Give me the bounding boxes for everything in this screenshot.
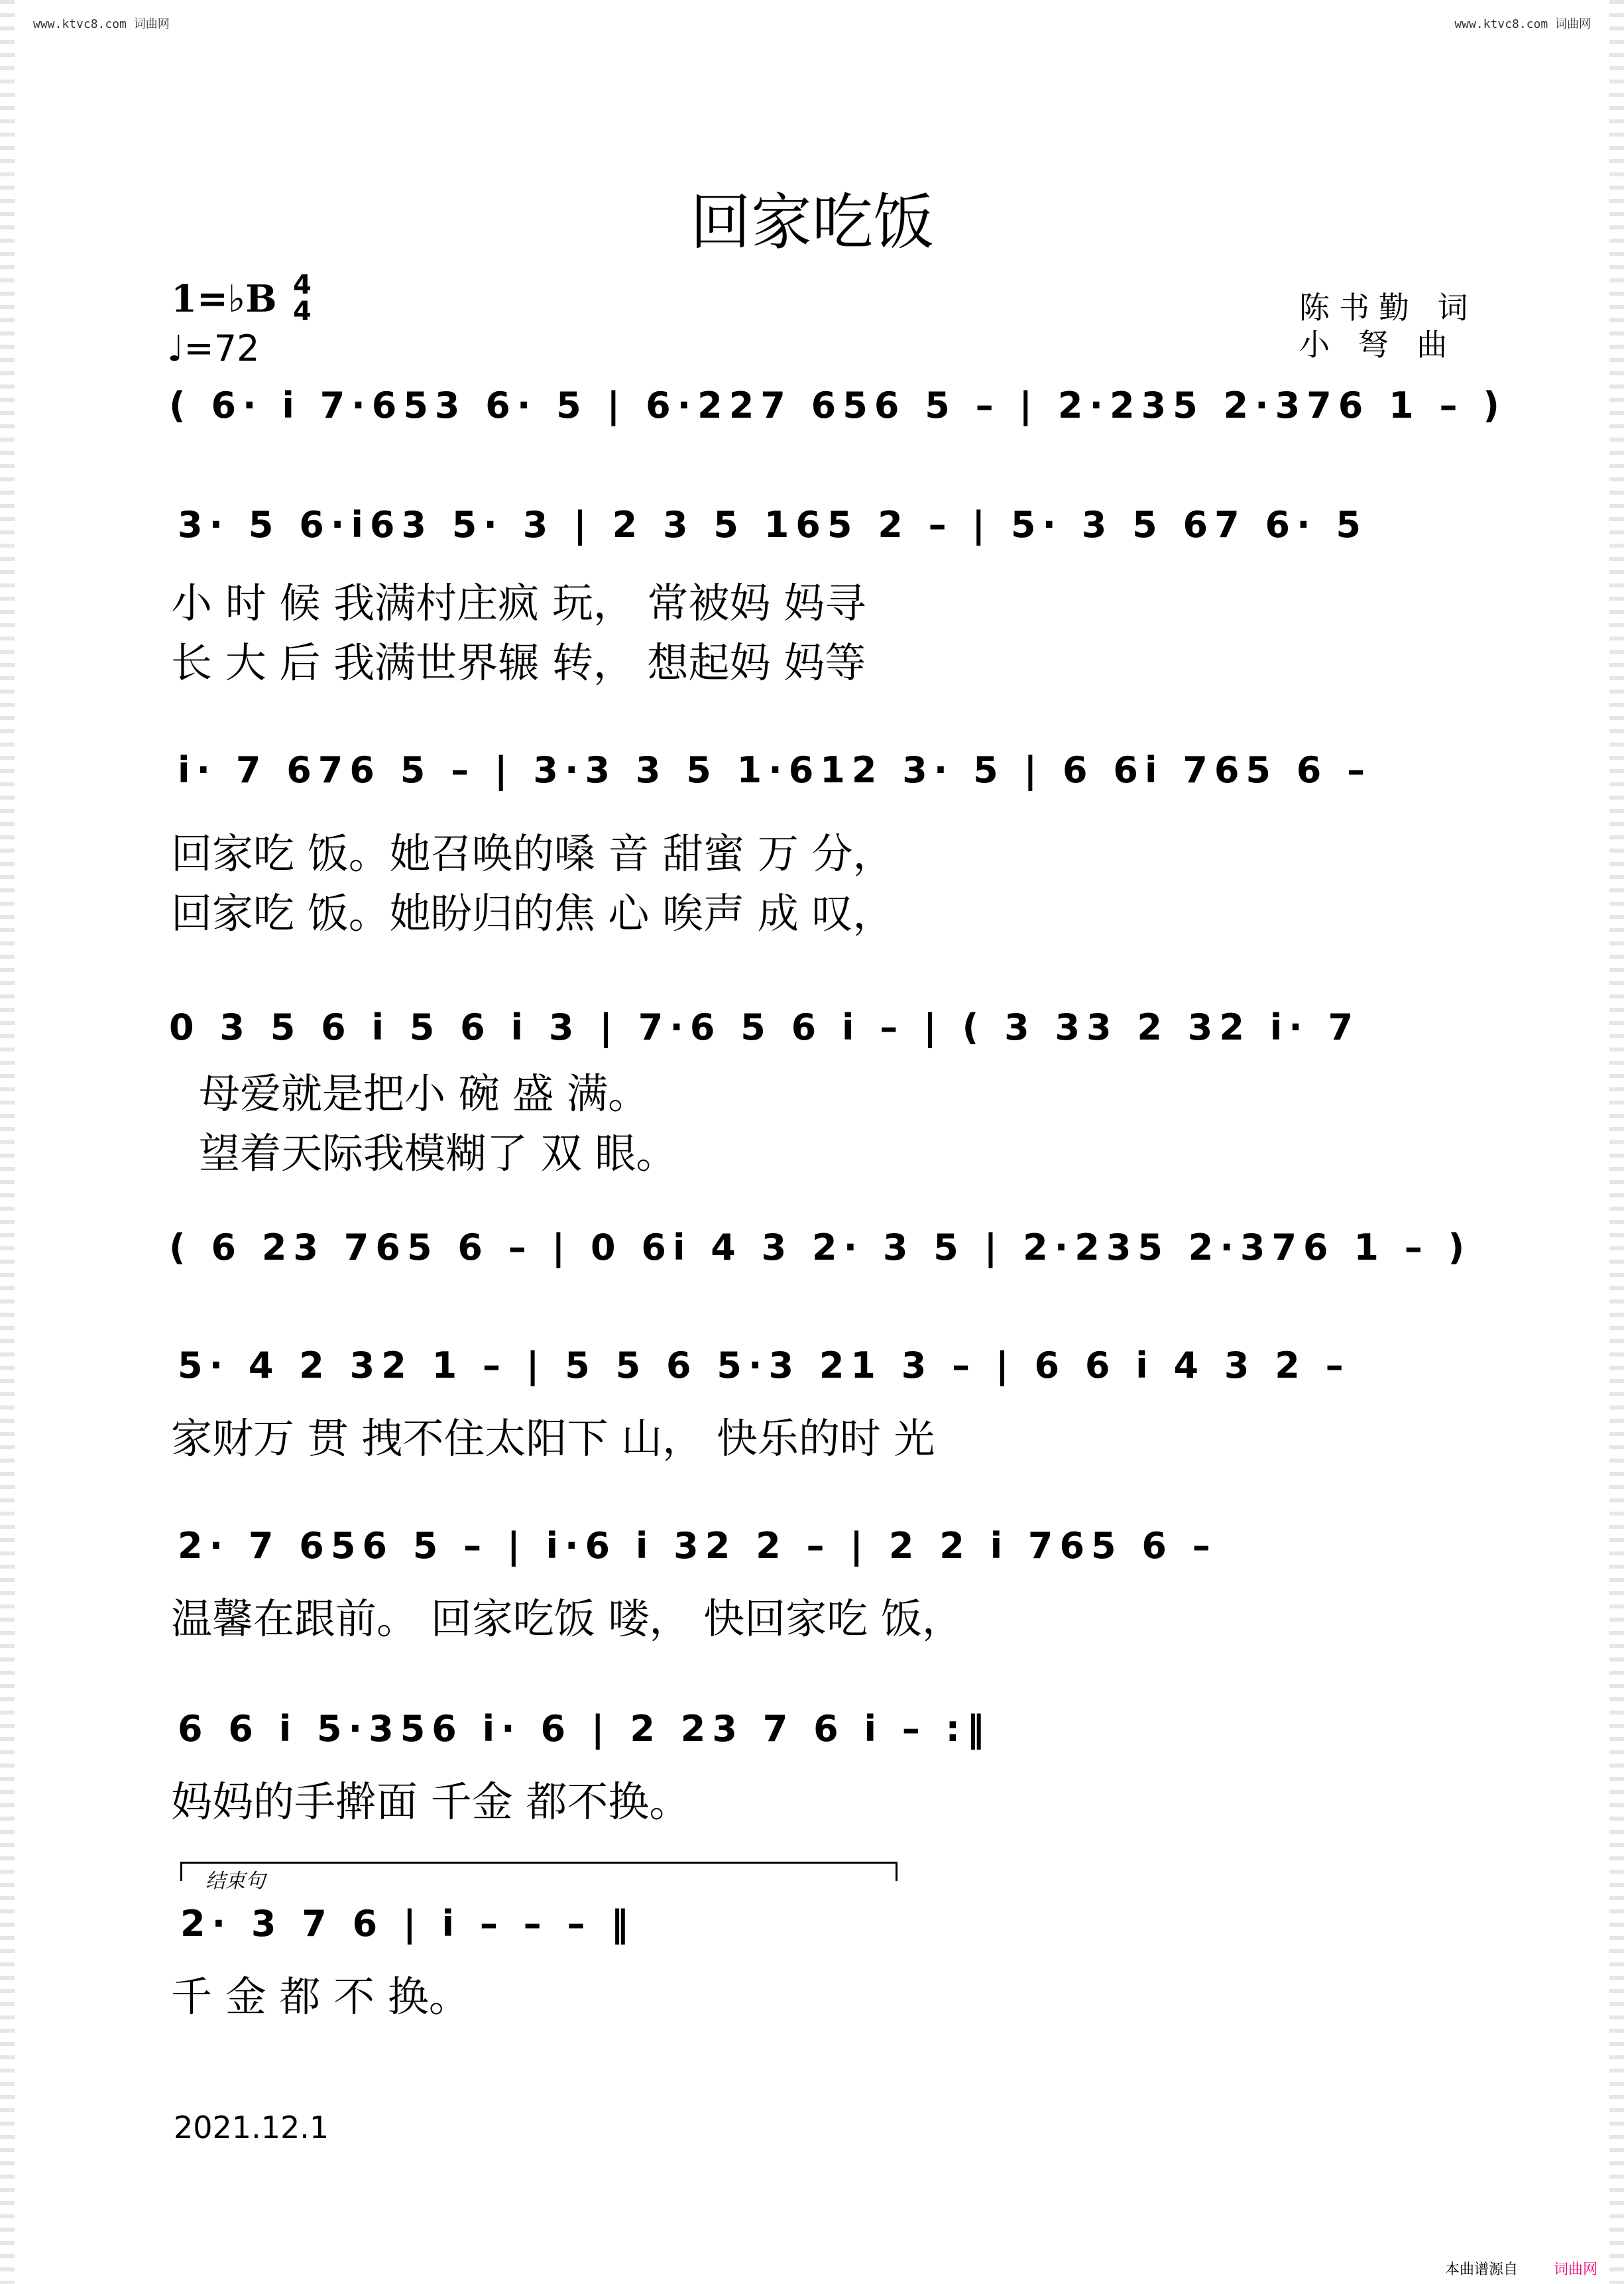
score-system-5: ( 6 23 765 6 – | 0 6i 4 3 2· 3 5 | 2·235 2·376 1 – ) — [169, 1227, 1472, 1268]
key-signature: 1=♭B — [171, 277, 277, 321]
ending-bracket — [180, 1862, 898, 1881]
footer-site-link[interactable]: 词曲网 — [1553, 2261, 1597, 2278]
time-signature-top: 4 — [293, 270, 312, 300]
time-signature-bottom: 4 — [293, 296, 312, 327]
time-signature — [293, 272, 312, 325]
score-system-1: ( 6· i 7·653 6· 5 | 6·227 656 5 – | 2·235 2·376 1 – ) — [169, 385, 1506, 426]
tempo-mark: ♩=72 — [167, 328, 260, 369]
lyrics-line: 妈妈的手擀面 千金 都不换。 — [171, 1777, 691, 1826]
right-margin-watermark — [1609, 0, 1624, 2284]
score-system-7: 2· 7 656 5 – | i·6 i 32 2 – | 2 2 i 765 6 – — [178, 1525, 1217, 1567]
composer-credit: 小 弩 曲 — [1299, 327, 1457, 363]
lyricist-credit: 陈书勤 词 — [1299, 290, 1478, 326]
header-right: www.ktvc8.com 词曲网 — [1454, 17, 1591, 31]
left-margin-watermark — [0, 0, 15, 2284]
lyrics-line: 望着天际我模糊了 双 眼。 — [199, 1129, 677, 1177]
score-system-2: 3· 5 6·i63 5· 3 | 2 3 5 165 2 – | 5· 3 5 67 6· 5 — [178, 504, 1367, 546]
lyrics-line: 小 时 候 我满村庄疯 玩， 常被妈 妈寻 — [171, 579, 866, 627]
lyrics-line: 温馨在跟前。 回家吃饭 喽， 快回家吃 饭， — [171, 1594, 963, 1643]
date: 2021.12.1 — [174, 2110, 329, 2145]
footer-source: 本曲谱源自 — [1444, 2261, 1518, 2278]
lyrics-line: 长 大 后 我满世界辗 转， 想起妈 妈等 — [171, 638, 866, 687]
score-system-4: 0 3 5 6 i 5 6 i 3 | 7·6 5 6 i – | ( 3 33 2 32 i· 7 — [169, 1006, 1360, 1048]
lyrics-line: 回家吃 饭。她召唤的嗓 音 甜蜜 万 分， — [171, 829, 894, 878]
score-system-6: 5· 4 2 32 1 – | 5 5 6 5·3 21 3 – | 6 6 i 4 3 2 – — [178, 1345, 1350, 1386]
score-system-8: 6 6 i 5·356 i· 6 | 2 23 7 6 i – :‖ — [178, 1708, 992, 1750]
score-system-3: i· 7 676 5 – | 3·3 3 5 1·612 3· 5 | 6 6i 765 6 – — [178, 749, 1372, 791]
lyrics-line: 回家吃 饭。她盼归的焦 心 唉声 成 叹， — [171, 889, 894, 937]
header-left: www.ktvc8.com 词曲网 — [33, 17, 170, 31]
lyrics-line: 家财万 贯 拽不住太阳下 山， 快乐的时 光 — [171, 1414, 935, 1463]
ending-lyrics: 千 金 都 不 换。 — [171, 1972, 470, 2021]
lyrics-line: 母爱就是把小 碗 盛 满。 — [199, 1069, 650, 1118]
ending-notes: 2· 3 7 6 | i – – – ‖ — [180, 1903, 636, 1945]
ending-label: 结束句 — [205, 1870, 265, 1893]
page-title: 回家吃饭 — [689, 187, 934, 258]
